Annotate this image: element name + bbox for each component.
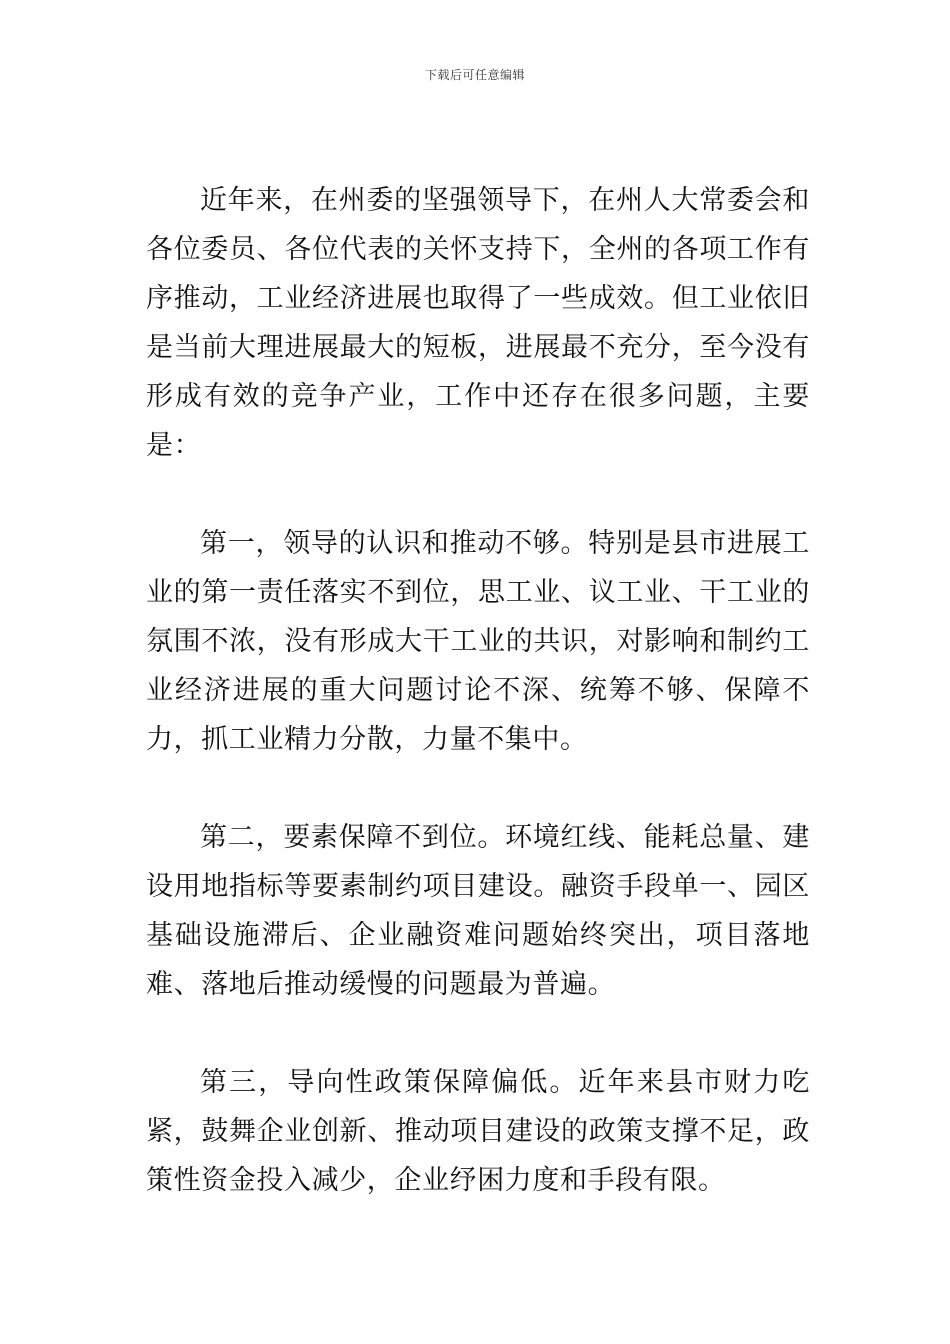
document-body (146, 176, 810, 1254)
header-note: 下载后可任意编辑 (424, 68, 525, 82)
paragraph-third: 第三，导向性政策保障偏低。近年来县市财力吃紧，鼓舞企业创新、推动项目建设的政策支撑不足，政策性资金投入减少，企业纾困力度和手段有限。 (146, 1067, 810, 1196)
paragraph-first: 第一，领导的认识和推动不够。特别是县市进展工业的第一责任落实不到位，思工业、议工业、干工业的氛围不浓，没有形成大干工业的共识，对影响和制约工业经济进展的重大问题讨论不深、统筹不够、保障不力，抓工业精力分散，力量不集中。 (146, 528, 810, 755)
paragraph-second: 第二，要素保障不到位。环境红线、能耗总量、建设用地指标等要素制约项目建设。融资手段单一、园区基础设施滞后、企业融资难问题始终突出，项目落地难、落地后推动缓慢的问题最为普遍。 (146, 822, 810, 1000)
paragraph-intro: 近年来，在州委的坚强领导下，在州人大常委会和各位委员、各位代表的关怀支持下，全州的各项工作有序推动，工业经济进展也取得了一些成效。但工业依旧是当前大理进展最大的短板，进展最不充分，至今没有形成有效的竞争产业，工作中还存在很多问题，主要是： (146, 185, 810, 461)
